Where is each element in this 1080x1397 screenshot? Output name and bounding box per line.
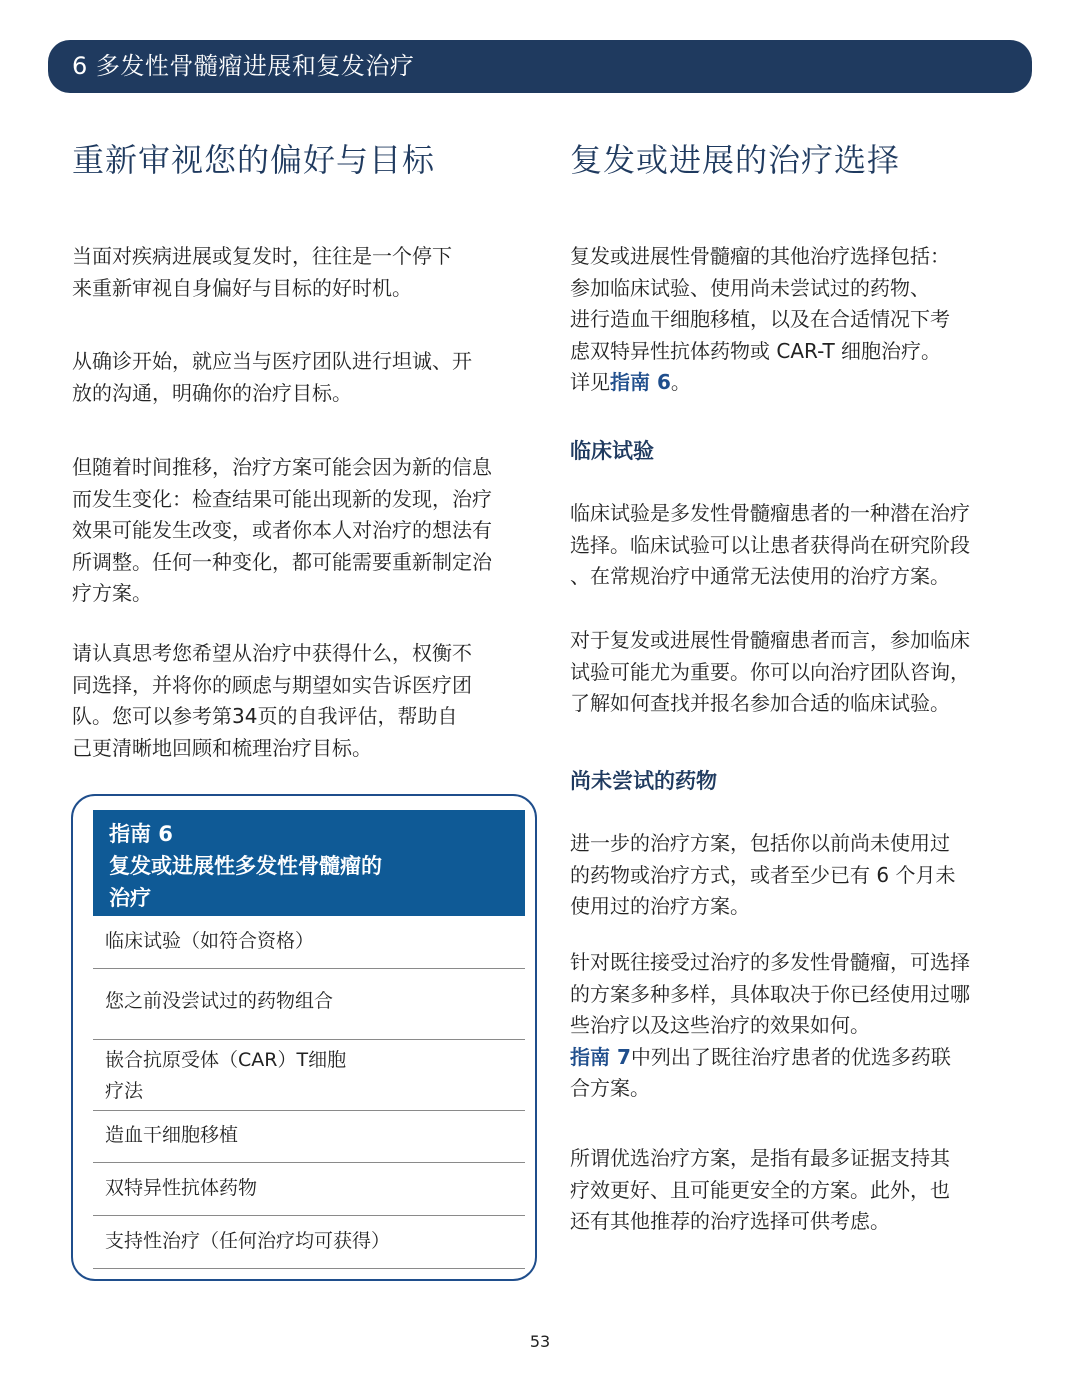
guide-6-box [71,794,537,1281]
right-paragraph-6: 所谓优选治疗方案，是指有最多证据支持其 疗效更好、且可能更安全的方案。此外，也 还有其他推荐的治疗选择可供考虑。 [570,1146,950,1233]
guide-row-supportive-care: 支持性治疗（任何治疗均可获得） [93,1216,525,1269]
guide-6-label: 指南 6 [109,822,173,846]
guide-row-new-drug-combo: 您之前没尝试过的药物组合 [93,969,525,1040]
left-paragraph-1: 当面对疾病进展或复发时，往往是一个停下 来重新审视自身偏好与目标的好时机。 [72,244,452,300]
guide-row-car-t: 嵌合抗原受体（CAR）T细胞 疗法 [93,1040,525,1111]
right-section-title: 复发或进展的治疗选择 [570,141,901,179]
guide-row-stem-cell-transplant: 造血干细胞移植 [93,1111,525,1163]
subheading-untried-drugs: 尚未尝试的药物 [570,769,717,793]
left-section-title: 重新审视您的偏好与目标 [72,141,436,179]
guide-row-bispecific-antibody: 双特异性抗体药物 [93,1163,525,1216]
left-paragraph-3: 但随着时间推移，治疗方案可能会因为新的信息 而发生变化：检查结果可能出现新的发现，治疗 效果可能发生改变，或者你本人对治疗的想法有 所调整。任何一种变化，都可能需要重新制定治 疗方案。 [72,455,492,605]
guide-6-header [93,810,525,916]
left-paragraph-4: 请认真思考您希望从治疗中获得什么，权衡不 同选择，并将你的顾虑与期望如实告诉医疗团 队。您可以参考第34页的自我评估，帮助自 己更清晰地回顾和梳理治疗目标。 [72,641,472,760]
right-paragraph-5: 针对既往接受过治疗的多发性骨髓瘤，可选择 的方案多种多样，具体取决于你已经使用过哪 些治疗以及这些治疗的效果如何。 指南 7中列出了既往治疗患者的优选多药联 合方案。 [570,950,970,1100]
right-paragraph-2: 临床试验是多发性骨髓瘤患者的一种潜在治疗 选择。临床试验可以让患者获得尚在研究阶段 、在常规治疗中通常无法使用的治疗方案。 [570,501,970,588]
guide-6-title-line-2: 治疗 [109,886,151,910]
guide-7-link[interactable]: 指南 7 [570,1044,631,1069]
guide-6-link[interactable]: 指南 6 [610,370,671,394]
page-number: 53 [529,1332,551,1351]
right-paragraph-1: 复发或进展性骨髓瘤的其他治疗选择包括： 参加临床试验、使用尚未尝试过的药物、 进行造血干细胞移植，以及在合适情况下考 虑双特异性抗体药物或 CAR-T 细胞治疗。 详见指南 6。 [570,244,950,394]
left-paragraph-2: 从确诊开始，就应当与医疗团队进行坦诚、开 放的沟通，明确你的治疗目标。 [72,349,472,405]
guide-6-title-line-1: 复发或进展性多发性骨髓瘤的 [109,854,382,878]
subheading-clinical-trials: 临床试验 [570,439,654,463]
chapter-header-bar [48,40,1032,93]
right-paragraph-3: 对于复发或进展性骨髓瘤患者而言，参加临床 试验可能尤为重要。你可以向治疗团队咨询， 了解如何查找并报名参加合适的临床试验。 [570,628,970,715]
guide-row-clinical-trial: 临床试验（如符合资格） [93,916,525,969]
right-paragraph-4: 进一步的治疗方案，包括你以前尚未使用过 的药物或治疗方式，或者至少已有 6 个月未 使用过的治疗方案。 [570,831,956,918]
chapter-title: 6 多发性骨髓瘤进展和复发治疗 [72,52,415,80]
